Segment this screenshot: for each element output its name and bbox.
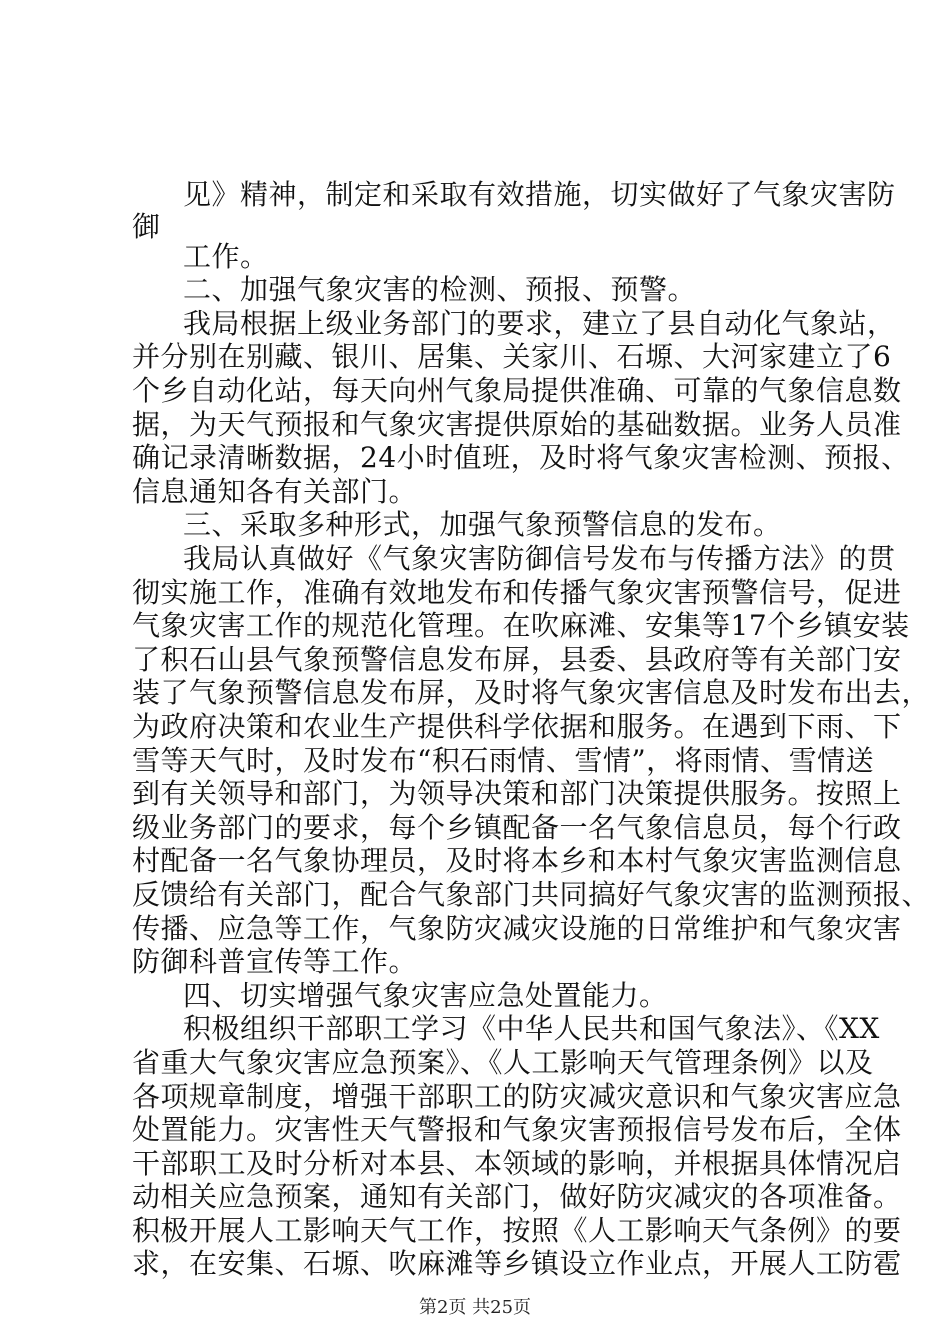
text-line: 为政府决策和农业生产提供科学依据和服务。在遇到下雨、下 (132, 710, 902, 743)
text-line: 工作。 (183, 240, 269, 273)
text-line: 到有关领导和部门，为领导决策和部门决策提供服务。按照上 (132, 777, 902, 810)
text-line: 并分别在别藏、银川、居集、关家川、石塬、大河家建立了6 (132, 340, 892, 373)
page-number-footer: 第2页 共25页 (418, 1297, 532, 1318)
text-line: 传播、应急等工作，气象防灾减灾设施的日常维护和气象灾害 (132, 912, 902, 945)
text-line: 见》精神，制定和采取有效措施，切实做好了气象灾害防 (183, 178, 896, 211)
text-line: 动相关应急预案，通知有关部门，做好防灾减灾的各项准备。 (132, 1180, 902, 1213)
text-line: 村配备一名气象协理员，及时将本乡和本村气象灾害监测信息 (132, 844, 902, 877)
section-heading: 二、加强气象灾害的检测、预报、预警。 (183, 273, 697, 306)
text-line: 信息通知各有关部门。 (132, 475, 418, 508)
section-heading: 四、切实增强气象灾害应急处置能力。 (183, 979, 668, 1012)
text-line: 积极开展人工影响天气工作，按照《人工影响天气条例》的要 (132, 1214, 902, 1247)
text-line: 据，为天气预报和气象灾害提供原始的基础数据。业务人员准 (132, 408, 902, 441)
text-line: 确记录清晰数据，24小时值班，及时将气象灾害检测、预报、 (132, 441, 910, 474)
text-line: 防御科普宣传等工作。 (132, 945, 418, 978)
text-line: 雪等天气时，及时发布“积石雨情、雪情”，将雨情、雪情送 (132, 744, 875, 777)
text-line: 省重大气象灾害应急预案》、《人工影响天气管理条例》以及 (132, 1046, 874, 1079)
text-line: 积极组织干部职工学习《中华人民共和国气象法》、《XX (183, 1012, 880, 1045)
text-line: 处置能力。灾害性天气警报和气象灾害预报信号发布后，全体 (132, 1113, 902, 1146)
text-line: 求，在安集、石塬、吹麻滩等乡镇设立作业点，开展人工防雹 (132, 1247, 902, 1280)
text-line: 气象灾害工作的规范化管理。在吹麻滩、安集等17个乡镇安装 (132, 609, 910, 642)
text-line: 个乡自动化站，每天向州气象局提供准确、可靠的气象信息数 (132, 374, 902, 407)
text-line: 我局根据上级业务部门的要求，建立了县自动化气象站， (183, 307, 896, 340)
section-heading: 三、采取多种形式，加强气象预警信息的发布。 (183, 508, 782, 541)
text-line: 了积石山县气象预警信息发布屏，县委、县政府等有关部门安 (132, 643, 902, 676)
text-line: 干部职工及时分析对本县、本领域的影响，并根据具体情况启 (132, 1147, 902, 1180)
text-line: 我局认真做好《气象灾害防御信号发布与传播方法》的贯 (183, 542, 896, 575)
text-line: 彻实施工作，准确有效地发布和传播气象灾害预警信号，促进 (132, 576, 902, 609)
text-line: 装了气象预警信息发布屏，及时将气象灾害信息及时发布出去， (132, 676, 931, 709)
text-line: 各项规章制度，增强干部职工的防灾减灾意识和气象灾害应急 (132, 1080, 902, 1113)
text-line: 御 (132, 210, 161, 243)
text-line: 级业务部门的要求，每个乡镇配备一名气象信息员，每个行政 (132, 811, 902, 844)
text-line: 反馈给有关部门，配合气象部门共同搞好气象灾害的监测预报、 (132, 878, 931, 911)
